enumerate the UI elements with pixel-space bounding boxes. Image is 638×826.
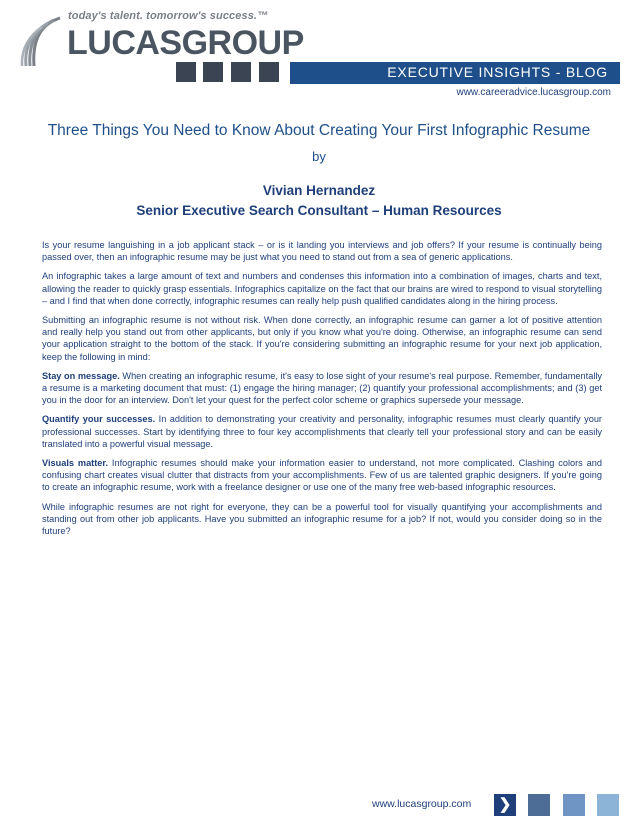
paragraph-lead: Quantify your successes. [42, 414, 156, 425]
article-byline-by: by [312, 149, 326, 164]
paragraph: Is your resume languishing in a job applicant stack – or is it landing you interviews and job offers? If your resume is continually being passed over, then an infographic resume may be just what you need to stand out from a sea of generic applications. [42, 240, 602, 263]
paragraph [42, 413, 602, 450]
author-name: Vivian Hernandez [262, 183, 376, 198]
article-body [42, 239, 602, 544]
logo-mark-icon [20, 14, 64, 70]
author-role: Senior Executive Search Consultant – Human Resources [136, 203, 502, 218]
paragraph: An infographic takes a large amount of text and numbers and condenses this information into a combination of images, charts and text, allowing the reader to quickly grasp essentials. Infographics capitalize on the fact that our brains are wired to respond to visual storytelling – and I find that when done correctly, infographic resumes can really help push qualified candidates along in the hiring process. [42, 271, 602, 306]
header-square [203, 62, 223, 82]
header-square [231, 62, 251, 82]
paragraph-text: When creating an infographic resume, it's easy to lose sight of your resume's real purpose. Remember, fundamentally a resume is a marketing document that must: (1) engage the hiring manager; (2) quantify your professional accomplishments; and (3) get you in the door for an interview. Don't let your quest for the perfect color scheme or graphics supersede your message. [42, 370, 602, 406]
paragraph-text: Infographic resumes should make your information easier to understand, not more complicated. Clashing colors and confusing chart creates visual clutter that distracts from your accomplishments. Few of us are talented graphic designers. If you're going to create an infographic resume, work with a freelance designer or use one of the many free web-based infographic resources. [42, 458, 602, 493]
article-title: Three Things You Need to Know About Creating Your First Infographic Resume [47, 122, 591, 139]
paragraph [42, 370, 602, 407]
footer-url-link[interactable]: www.lucasgroup.com [372, 798, 472, 810]
header-square [176, 62, 196, 82]
logo-wordmark: LUCASGROUP [67, 24, 304, 62]
paragraph-lead: Stay on message. [42, 370, 120, 381]
paragraph [42, 457, 602, 494]
blog-banner [290, 62, 620, 84]
paragraph: Submitting an infographic resume is not without risk. When done correctly, an infographic resume can garner a lot of positive attention and really help you stand out from other applicants, but only if you know what you're doing. Otherwise, an infographic resume can send your application straight to the bottom of the stack. If you're considering submitting an infographic resume for your next job application, keep the following in mind: [42, 315, 602, 362]
paragraph-lead: Visuals matter. [42, 458, 109, 469]
blog-banner-label: EXECUTIVE INSIGHTS - BLOG [387, 64, 608, 80]
next-page-icon[interactable]: ❯ [494, 794, 516, 816]
footer-square [563, 794, 585, 816]
paragraph: While infographic resumes are not right for everyone, they can be a powerful tool for visually quantifying your accomplishments and standing out from other job applicants. Have you submitted an infographic resume for a job? If not, would you consider doing so in the future? [42, 501, 602, 537]
header-square [259, 62, 279, 82]
footer-square [528, 794, 550, 816]
blog-url-link[interactable]: www.careeradvice.lucasgroup.com [456, 87, 611, 98]
paragraph-text: In addition to demonstrating your creativity and personality, infographic resumes must clearly quantify your professional successes. Start by identifying three to four key accomplishments that clearly tell your professional story and can be easily translated into a powerful visual message. [42, 414, 602, 449]
logo-tagline: today's talent. tomorrow's success.™ [68, 10, 269, 22]
lucasgroup-logo [20, 10, 304, 70]
footer-square [597, 794, 619, 816]
